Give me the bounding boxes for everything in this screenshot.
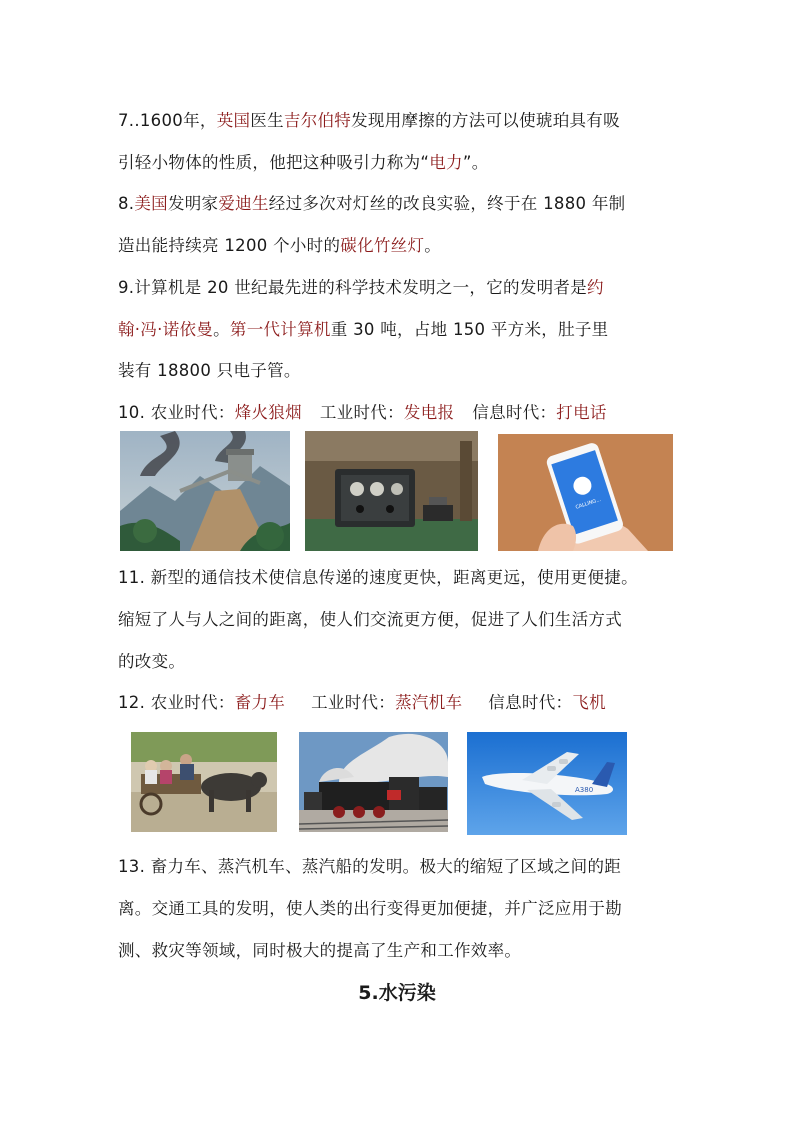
era-label: 工业时代： <box>311 693 396 712</box>
telegraph-machine-image <box>305 431 478 551</box>
phone-screen-text: CALLING... <box>574 496 602 511</box>
item-13-line-1: 13. 畜力车、蒸汽机车、蒸汽船的发明。极大的缩短了区域之间的距 <box>118 857 622 876</box>
item-10-line <box>118 399 607 423</box>
highlight-person: 翰·冯·诺依曼 <box>118 320 214 339</box>
era-value: 打电话 <box>556 403 607 422</box>
era-label: 农业时代： <box>150 403 235 422</box>
phone-call-image <box>498 434 673 551</box>
highlight-person: 约 <box>587 278 604 297</box>
item-9-line-3 <box>118 357 301 381</box>
text: 发现用摩擦的方法可以使琥珀具有吸 <box>351 111 620 130</box>
item-11-line-2: 缩短了人与人之间的距离，使人们交流更方便，促进了人们生活方式 <box>118 610 622 629</box>
item-9-line-2 <box>118 316 609 340</box>
text: 造出能持续亮 1200 个小时的 <box>118 236 341 255</box>
text: 发明家 <box>167 194 219 213</box>
text: 医生 <box>250 111 284 130</box>
text: 重 30 吨，占地 150 平方米，肚子里 <box>330 320 609 339</box>
ox-cart-image <box>131 732 277 832</box>
era-value: 发电报 <box>403 403 455 422</box>
item-13-line-3: 测、救灾等领域，同时极大的提高了生产和工作效率。 <box>118 941 522 960</box>
highlight-person: 爱迪生 <box>218 194 269 213</box>
era-value: 烽火狼烟 <box>234 403 302 422</box>
era-value: 飞机 <box>572 693 606 712</box>
airplane-image <box>467 732 627 835</box>
highlight-term: 第一代计算机 <box>229 320 331 339</box>
era-label: 信息时代： <box>488 693 573 712</box>
item-11-line-1: 11. 新型的通信技术使信息传递的速度更快，距离更远，使用更便捷。 <box>118 568 638 587</box>
era-label: 工业时代： <box>319 403 404 422</box>
text: 。 <box>424 236 442 255</box>
item-number: 12. <box>118 693 146 712</box>
text: 9.计算机是 20 世纪最先进的科学技术发明之一，它的发明者是 <box>118 278 588 297</box>
item-12-line <box>118 689 606 713</box>
text: 。 <box>213 320 230 339</box>
section-heading: 5.水污染 <box>358 982 436 1004</box>
highlight-term: 碳化竹丝灯 <box>340 236 425 255</box>
item-7-line-2 <box>118 149 489 173</box>
plane-model-text: A380 <box>575 786 594 794</box>
text: 引轻小物体的性质，他把这种吸引力称为“ <box>118 153 430 172</box>
item-number: 10. <box>118 403 146 422</box>
text: 8. <box>118 194 135 213</box>
era-value: 蒸汽机车 <box>395 693 463 712</box>
item-7-line-1 <box>118 107 620 131</box>
era-value: 畜力车 <box>234 693 286 712</box>
item-11-line-3: 的改变。 <box>118 652 186 671</box>
item-8-line-2 <box>118 232 441 256</box>
highlight-country: 英国 <box>216 111 251 130</box>
highlight-country: 美国 <box>134 194 168 213</box>
item-13-line-2: 离。交通工具的发明，使人类的出行变得更加便捷，并广泛应用于勘 <box>118 899 622 918</box>
item-8-line-1 <box>118 190 625 214</box>
item-9-line-1 <box>118 274 604 298</box>
steam-locomotive-image <box>299 732 448 832</box>
text: 装有 18800 只电子管。 <box>118 361 301 380</box>
great-wall-beacon-image <box>120 431 290 551</box>
text: ”。 <box>462 153 489 172</box>
highlight-person: 吉尔伯特 <box>283 111 352 130</box>
highlight-term: 电力 <box>429 153 463 172</box>
era-label: 信息时代： <box>472 403 557 422</box>
era-label: 农业时代： <box>150 693 235 712</box>
text: 7..1600年， <box>118 111 217 130</box>
text: 经过多次对灯丝的改良实验，终于在 1880 年制 <box>268 194 626 213</box>
